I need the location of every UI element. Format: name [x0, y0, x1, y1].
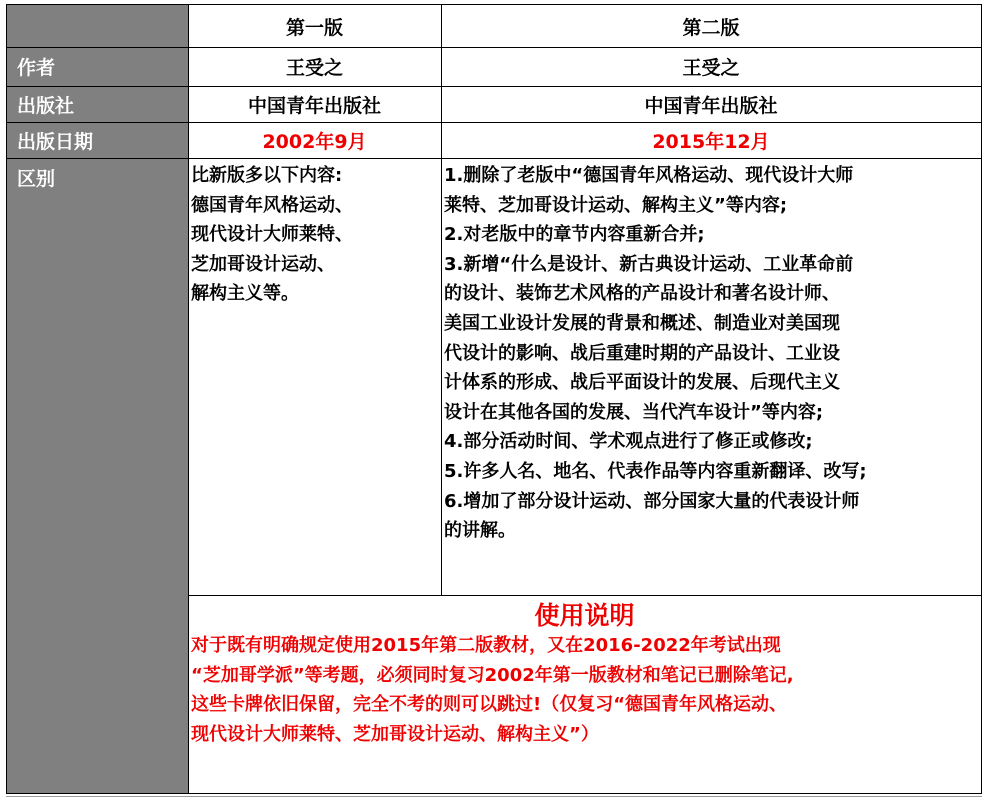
- difference-v2-line: 莱特、芝加哥设计运动、解构主义”等内容;: [444, 194, 788, 216]
- publish-date-v2: 2015年12月: [441, 122, 981, 158]
- difference-v2-line: 的讲解。: [444, 520, 516, 542]
- difference-v2-line: 计体系的形成、战后平面设计的发展、后现代主义: [444, 372, 840, 394]
- edition-1-header: 第一版: [188, 5, 441, 47]
- author-v2: 王受之: [441, 47, 981, 86]
- usage-note-line: “芝加哥学派”等考题，必须同时复习2002年第一版教材和笔记已删除笔记,: [191, 664, 794, 686]
- usage-note-line: 现代设计大师莱特、芝加哥设计运动、解构主义”）: [191, 723, 599, 745]
- difference-v2-line: 3.新增“什么是设计、新古典设计运动、工业革命前: [444, 253, 854, 275]
- difference-v2-line: 美国工业设计发展的背景和概述、制造业对美国现: [444, 312, 840, 334]
- border-line: [6, 793, 982, 794]
- difference-v2: [441, 158, 981, 595]
- difference-v2-line: 4.部分活动时间、学术观点进行了修正或修改;: [444, 431, 813, 453]
- publisher-v1: 中国青年出版社: [188, 86, 441, 122]
- usage-note: [188, 595, 981, 793]
- border-line: [188, 595, 982, 596]
- difference-v2-line: 2.对老版中的章节内容重新合并;: [444, 224, 705, 246]
- difference-v2-line: 5.许多人名、地名、代表作品等内容重新翻译、改写;: [444, 460, 867, 482]
- note-label-cell: [7, 595, 188, 793]
- difference-v1: [188, 158, 441, 595]
- difference-v1-line: 比新版多以下内容:: [191, 165, 343, 186]
- usage-note-line: 这些卡牌依旧保留，完全不考的则可以跳过!（仅复习“德国青年风格运动、: [191, 694, 788, 716]
- difference-v2-line: 代设计的影响、战后重建时期的产品设计、工业设: [444, 342, 840, 364]
- usage-note-line: 对于既有明确规定使用2015年第二版教材，又在2016-2022年考试出现: [191, 635, 781, 656]
- border-line: [6, 47, 982, 48]
- border-line: [6, 86, 982, 87]
- difference-v2-line: 设计在其他各国的发展、当代汽车设计”等内容;: [444, 401, 824, 423]
- difference-v2-line: 的设计、装饰艺术风格的产品设计和著名设计师、: [444, 283, 840, 305]
- edition-2-header: 第二版: [441, 5, 981, 47]
- publisher-v2: 中国青年出版社: [441, 86, 981, 122]
- difference-v1-line: 德国青年风格运动、: [191, 194, 353, 216]
- publish-date-v1: 2002年9月: [188, 122, 441, 158]
- difference-v1-line: 芝加哥设计运动、: [191, 253, 335, 275]
- border-line: [6, 4, 982, 5]
- border-line: [6, 158, 982, 159]
- border-line: [441, 4, 442, 596]
- publisher-label: 出版社: [7, 86, 188, 122]
- publish-date-label: 出版日期: [7, 122, 188, 158]
- usage-note-title: 使用说明: [534, 601, 635, 630]
- header-corner-cell: [7, 5, 188, 47]
- author-v1: 王受之: [188, 47, 441, 86]
- difference-label: 区别: [7, 158, 188, 595]
- gridline: [6, 796, 982, 797]
- difference-v2-line: 1.删除了老版中“德国青年风格运动、现代设计大师: [444, 165, 854, 186]
- difference-v1-line: 解构主义等。: [191, 283, 299, 305]
- difference-v2-line: 6.增加了部分设计运动、部分国家大量的代表设计师: [444, 490, 860, 512]
- author-label: 作者: [7, 47, 188, 86]
- border-line: [981, 4, 982, 794]
- border-line: [6, 4, 7, 794]
- border-line: [188, 4, 189, 794]
- border-line: [6, 122, 982, 123]
- difference-v1-line: 现代设计大师莱特、: [191, 224, 353, 246]
